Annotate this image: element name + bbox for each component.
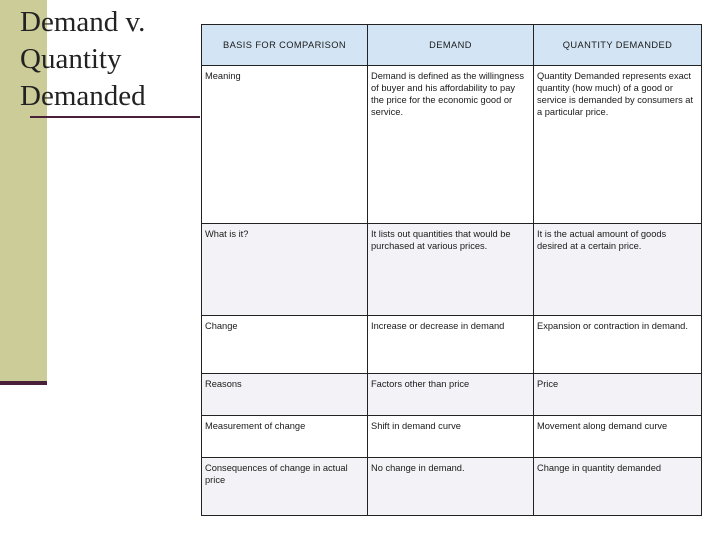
cell-demand: Demand is defined as the willingness of buyer and his affordability to pay the price for the economic good or service. xyxy=(368,66,534,224)
cell-basis: Change xyxy=(202,316,368,374)
cell-demand: Shift in demand curve xyxy=(368,416,534,458)
cell-demand: Increase or decrease in demand xyxy=(368,316,534,374)
table-row xyxy=(202,374,702,416)
cell-basis: What is it? xyxy=(202,224,368,316)
side-accent-rule xyxy=(0,381,47,385)
cell-demand: It lists out quantities that would be purchased at various prices. xyxy=(368,224,534,316)
table-row xyxy=(202,316,702,374)
cell-basis: Meaning xyxy=(202,66,368,224)
cell-demand: Factors other than price xyxy=(368,374,534,416)
cell-quantity-demanded: Movement along demand curve xyxy=(534,416,702,458)
cell-quantity-demanded: Quantity Demanded represents exact quantity (how much) of a good or service is demanded by consumers at a particular price. xyxy=(534,66,702,224)
cell-basis: Reasons xyxy=(202,374,368,416)
table-row xyxy=(202,416,702,458)
header-demand: DEMAND xyxy=(368,25,534,66)
title-underline xyxy=(30,116,200,118)
cell-quantity-demanded: It is the actual amount of goods desired at a certain price. xyxy=(534,224,702,316)
slide-title: Demand v. Quantity Demanded xyxy=(20,6,146,112)
header-quantity-demanded: QUANTITY DEMANDED xyxy=(534,25,702,66)
cell-quantity-demanded: Expansion or contraction in demand. xyxy=(534,316,702,374)
table-header-row xyxy=(202,25,702,66)
cell-quantity-demanded: Change in quantity demanded xyxy=(534,458,702,516)
cell-demand: No change in demand. xyxy=(368,458,534,516)
table-row xyxy=(202,224,702,316)
table-row xyxy=(202,66,702,224)
table-row xyxy=(202,458,702,516)
header-basis: BASIS FOR COMPARISON xyxy=(202,25,368,66)
comparison-table xyxy=(201,24,702,516)
cell-basis: Measurement of change xyxy=(202,416,368,458)
cell-basis: Consequences of change in actual price xyxy=(202,458,368,516)
cell-quantity-demanded: Price xyxy=(534,374,702,416)
